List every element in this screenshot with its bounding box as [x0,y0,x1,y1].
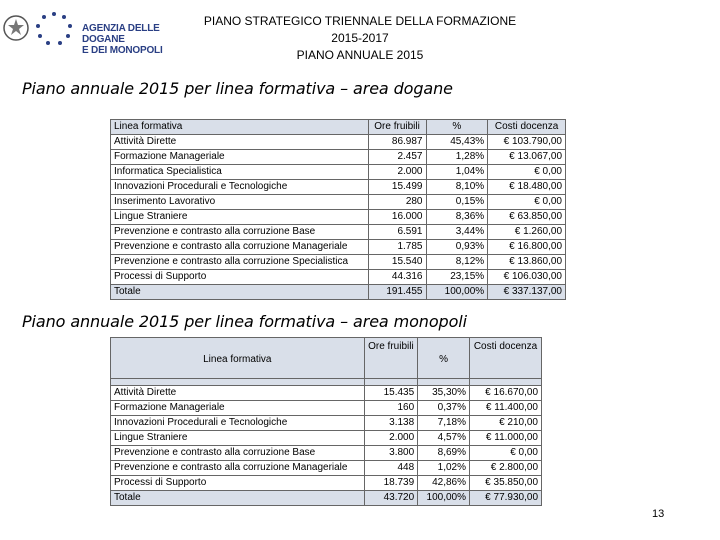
cell-ore: 280 [368,195,426,210]
section-title-dogane: Piano annuale 2015 per linea formativa – area dogane [22,79,453,98]
cell-ore: 3.800 [364,446,418,461]
col-header-ore: Ore fruibili [368,120,426,135]
table-row [111,270,566,285]
cell-linea: Prevenzione e contrasto alla corruzione Base [111,225,369,240]
table-row [111,180,566,195]
cell-percent: 4,57% [418,431,470,446]
cell-percent: 23,15% [426,270,488,285]
cell-linea: Inserimento Lavorativo [111,195,369,210]
table-row [111,461,542,476]
cell-linea: Processi di Supporto [111,270,369,285]
cell-percent: 1,28% [426,150,488,165]
cell-costi: € 13.067,00 [488,150,566,165]
total-percent: 100,00% [418,491,470,506]
cell-costi: € 0,00 [488,195,566,210]
cell-costi: € 11.400,00 [470,401,542,416]
table-row [111,401,542,416]
col-header-percent: % [426,120,488,135]
col-header-ore: Ore fruibili [364,338,418,379]
section-title-monopoli: Piano annuale 2015 per linea formativa – area monopoli [22,312,467,331]
cell-linea: Prevenzione e contrasto alla corruzione Base [111,446,365,461]
cell-percent: 0,15% [426,195,488,210]
table-row [111,431,542,446]
cell-linea: Lingue Straniere [111,431,365,446]
cell-percent: 1,02% [418,461,470,476]
cell-costi: € 0,00 [470,446,542,461]
cell-linea: Prevenzione e contrasto alla corruzione Specialistica [111,255,369,270]
cell-linea: Informatica Specialistica [111,165,369,180]
col-header-costi: Costi docenza [488,120,566,135]
cell-percent: 0,93% [426,240,488,255]
cell-ore: 3.138 [364,416,418,431]
total-percent: 100,00% [426,285,488,300]
cell-ore: 2.457 [368,150,426,165]
cell-ore: 86.987 [368,135,426,150]
total-ore: 191.455 [368,285,426,300]
cell-percent: 0,37% [418,401,470,416]
table-row [111,195,566,210]
agency-logo [2,8,192,56]
total-label: Totale [111,285,369,300]
document-title [200,13,520,64]
table-row [111,135,566,150]
cell-ore: 15.499 [368,180,426,195]
cell-ore: 448 [364,461,418,476]
cell-percent: 8,69% [418,446,470,461]
table-total-row [111,491,542,506]
total-costi: € 77.930,00 [470,491,542,506]
page-number: 13 [652,508,665,520]
cell-ore: 2.000 [364,431,418,446]
cell-percent: 3,44% [426,225,488,240]
cell-percent: 7,18% [418,416,470,431]
cell-percent: 8,12% [426,255,488,270]
cell-ore: 160 [364,401,418,416]
cell-linea: Innovazioni Procedurali e Tecnologiche [111,416,365,431]
emblem-icon [2,8,77,48]
col-header-costi: Costi docenza [470,338,542,379]
cell-costi: € 0,00 [488,165,566,180]
total-ore: 43.720 [364,491,418,506]
cell-linea: Attività Dirette [111,386,365,401]
col-header-percent: % [418,338,470,379]
table-row [111,225,566,240]
agency-name-line1: AGENZIA DELLE DOGANE [82,23,160,45]
cell-ore: 15.435 [364,386,418,401]
cell-ore: 1.785 [368,240,426,255]
total-label: Totale [111,491,365,506]
cell-linea: Innovazioni Procedurali e Tecnologiche [111,180,369,195]
table-row [111,150,566,165]
cell-percent: 8,10% [426,180,488,195]
cell-linea: Formazione Manageriale [111,150,369,165]
cell-costi: € 16.800,00 [488,240,566,255]
table-row [111,240,566,255]
cell-ore: 16.000 [368,210,426,225]
cell-ore: 15.540 [368,255,426,270]
table-header-row [111,338,542,379]
cell-percent: 1,04% [426,165,488,180]
cell-ore: 2.000 [368,165,426,180]
table-row [111,446,542,461]
cell-percent: 42,86% [418,476,470,491]
cell-costi: € 210,00 [470,416,542,431]
cell-linea: Lingue Straniere [111,210,369,225]
table-row [111,255,566,270]
table-row [111,210,566,225]
cell-ore: 18.739 [364,476,418,491]
table-row [111,476,542,491]
agency-name-line2: E DEI MONOPOLI [82,45,163,56]
title-line-1: PIANO STRATEGICO TRIENNALE DELLA FORMAZIONE 2015-2017 [203,14,517,45]
title-line-2: PIANO ANNUALE 2015 [296,48,424,62]
cell-linea: Attività Dirette [111,135,369,150]
cell-percent: 8,36% [426,210,488,225]
cell-ore: 44.316 [368,270,426,285]
cell-costi: € 35.850,00 [470,476,542,491]
cell-linea: Formazione Manageriale [111,401,365,416]
table-dogane [110,119,566,300]
table-row [111,386,542,401]
cell-costi: € 11.000,00 [470,431,542,446]
cell-costi: € 1.260,00 [488,225,566,240]
table-row [111,165,566,180]
cell-linea: Prevenzione e contrasto alla corruzione Manageriale [111,461,365,476]
cell-percent: 45,43% [426,135,488,150]
table-row [111,416,542,431]
cell-costi: € 106.030,00 [488,270,566,285]
cell-costi: € 2.800,00 [470,461,542,476]
cell-costi: € 18.480,00 [488,180,566,195]
col-header-linea: Linea formativa [111,338,365,379]
table-monopoli [110,337,542,506]
cell-costi: € 16.670,00 [470,386,542,401]
col-header-linea: Linea formativa [111,120,369,135]
table-total-row [111,285,566,300]
cell-costi: € 13.860,00 [488,255,566,270]
cell-ore: 6.591 [368,225,426,240]
table-header-row [111,120,566,135]
cell-linea: Prevenzione e contrasto alla corruzione Manageriale [111,240,369,255]
header-spacer-row [111,379,542,386]
cell-costi: € 103.790,00 [488,135,566,150]
cell-percent: 35,30% [418,386,470,401]
cell-linea: Processi di Supporto [111,476,365,491]
total-costi: € 337.137,00 [488,285,566,300]
cell-costi: € 63.850,00 [488,210,566,225]
agency-name [82,23,192,56]
